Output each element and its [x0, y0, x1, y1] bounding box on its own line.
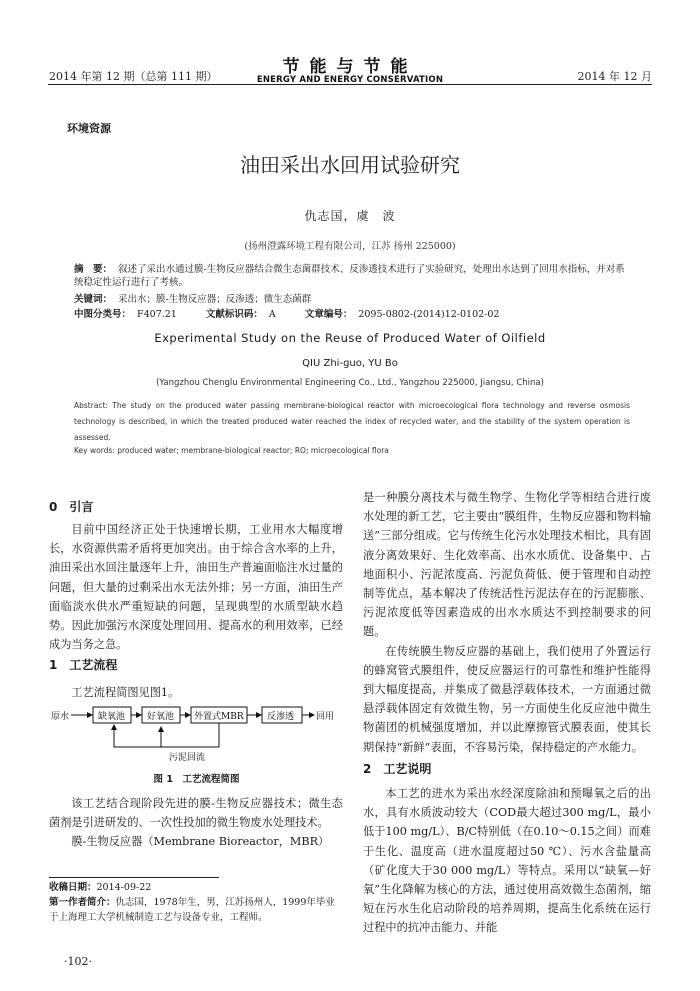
english-affiliation: (Yangzhou Chenglu Environmental Engineering Co., Ltd., Yangzhou 225000, Jiangsu, China) [156, 378, 544, 388]
received-label: 收稿日期： [49, 882, 97, 893]
footnote-author [49, 895, 343, 925]
classification-block [74, 308, 630, 321]
sludge-return-line [114, 723, 219, 747]
received-date: 2014-09-22 [96, 882, 152, 893]
flow-reuse: 回用 [316, 712, 335, 722]
keywords-label: 关键词： [74, 294, 113, 305]
mbr-description-paragraph: 是一种膜分离技术与微生物学、生物化学等相结合进行废水处理的新工艺，它主要由“膜组件，生物反应器和物料输送”三部分组成。它与传统生化污水处理技术相比，具有固液分离效果好、生化效率高、出水水质优、设备集中、占地面积小、污泥浓度高、污泥负荷低、便于管理和自动控制等优点，基本解决了传统活性污泥法存在的污泥膨胀、污泥浓度低等因素造成的出水水质达不到控制要求的问题。 [363, 491, 651, 639]
english-title: Experimental Study on the Reuse of Produced Water of Oilfield [154, 331, 546, 345]
process-flow-diagram [49, 702, 344, 768]
journal-logo-cn: 节能与节能 [282, 57, 418, 77]
heading-process-description: 2 工艺说明 [363, 762, 432, 776]
process-description-paragraph: 本工艺的进水为采出水经深度除油和预曝氧之后的出水，具有水质波动较大（COD最大超过300 mg/L，最小低于100 mg/L）、B/C特别低（在0.10～0.15之间）而难于生化、温度高（进水温度超过50 ℃）、污水含盐量高（矿化度大于30 000 mg/L）等特点。采用以“缺氧—好氧”生化降解为核心的方法，通过使用高效微生态菌剂，缩短在污水生化启动阶段的培养周期，提高生化系统在运行过程中的抗冲击能力、并能 [363, 787, 651, 935]
process-paragraph: 工艺流程简图见图1。 [71, 686, 180, 699]
flow-ro: 反渗透 [267, 712, 295, 722]
right-column-top [363, 488, 651, 757]
article-no-label: 文章编号： [304, 309, 353, 320]
running-header-issue: 2014 年第 12 期（总第 111 期） [49, 70, 218, 83]
flow-aerobic: 好氧池 [147, 712, 175, 722]
paper-authors: 仇志国，虞 波 [304, 209, 396, 223]
keywords-text: 采出水；膜-生物反应器；反渗透；微生态菌群 [118, 294, 312, 305]
header-rule [48, 84, 652, 85]
flow-sludge-return: 污泥回流 [169, 753, 206, 763]
abstract-block [74, 263, 630, 289]
article-no-value: 2095-0802-(2014)12-0102-02 [358, 309, 500, 320]
english-authors: QIU Zhi-guo, YU Bo [302, 358, 398, 369]
section-tag: 环境资源 [67, 122, 111, 135]
intro-paragraph-block [49, 520, 343, 654]
flow-anoxic: 缺氧池 [98, 712, 126, 722]
keywords-block [74, 293, 630, 306]
after-figure-block [49, 794, 343, 852]
doc-code-label: 文献标识码： [205, 309, 263, 320]
journal-logo-en: ENERGY AND ENERGY CONSERVATION [256, 75, 444, 85]
heading-process-flow: 1 工艺流程 [49, 658, 118, 672]
author-bio-label: 第一作者简介： [49, 897, 116, 908]
intro-paragraph: 目前中国经济正处于快速增长期，工业用水大幅度增长，水资源供需矛盾将更加突出。由于综合含水率的上升，油田采出水回注量逐年上升，油田生产普遍面临注水过量的问题，但大量的过剩采出水无法外排；另一方面，油田生产面临淡水供水严重短缺的问题，呈现典型的水质型缺水趋势。因此加强污水深度处理回用、提高水的利用效率，已经成为当务之急。 [49, 523, 343, 652]
figure-1-caption: 图 1 工艺流程简图 [153, 774, 240, 785]
english-keywords: Key words: produced water; membrane-biological reactor; RO; microecological flora [74, 446, 389, 455]
paper-title: 油田采出水回用试验研究 [240, 153, 460, 177]
running-header-date: 2014 年 12 月 [577, 70, 652, 83]
abstract-text: 叙述了采出水通过膜-生物反应器结合微生态菌群技术、反渗透技术进行了实验研究，处理出水达到了回用水指标，并对系统稳定性运行进行了考核。 [74, 264, 625, 288]
paper-affiliation: (扬州澄露环境工程有限公司，江苏 扬州 225000) [244, 241, 456, 252]
footnote-rule [49, 877, 219, 878]
right-column-bottom [363, 784, 651, 938]
abstract-label: 摘 要： [74, 264, 113, 275]
clc-label: 中图分类号： [74, 309, 132, 320]
footnote-received [49, 880, 343, 895]
page-number: ·102· [64, 955, 92, 968]
improvement-paragraph: 在传统膜生物反应器的基础上，我们使用了外置运行的蜂窝管式膜组件，使反应器运行的可靠性和维护性能得到大幅度提高，并集成了微悬浮载体技术，一方面通过微悬浮载体固定有效微生物，另一方面使生化反应池中微生物菌团的机械强度增加，并以此摩擦管式膜表面，使其长期保持“新鲜”表面，不容易污染，保持稳定的产水能力。 [363, 644, 651, 754]
doc-code-value: A [268, 309, 276, 320]
flow-raw-water: 原水 [51, 712, 70, 722]
process-paragraph-block [49, 683, 343, 702]
author-bio: 仇志国，1978年生，男，江苏扬州人，1999年毕业于上海理工大学机械制造工艺与设备专业，工程师。 [49, 897, 335, 923]
flow-mbr: 外置式MBR [194, 712, 244, 722]
heading-introduction: 0 引言 [49, 500, 94, 514]
english-abstract: Abstract: The study on the produced water passing membrane-biological reactor with microecological flora technology and reverse osmosis technology is described, in which the treated produced water reached the index of recycled water, and the stability of the system operation is assessed. [74, 401, 630, 442]
after-figure-paragraph: 该工艺结合现阶段先进的膜-生物反应器技术；微生态菌剂是引进研发的、一次性投加的微生物废水处理技术。 [49, 797, 343, 830]
mbr-intro-line: 膜-生物反应器（Membrane Bioreactor，MBR） [71, 835, 330, 849]
clc-value: F407.21 [137, 309, 177, 320]
